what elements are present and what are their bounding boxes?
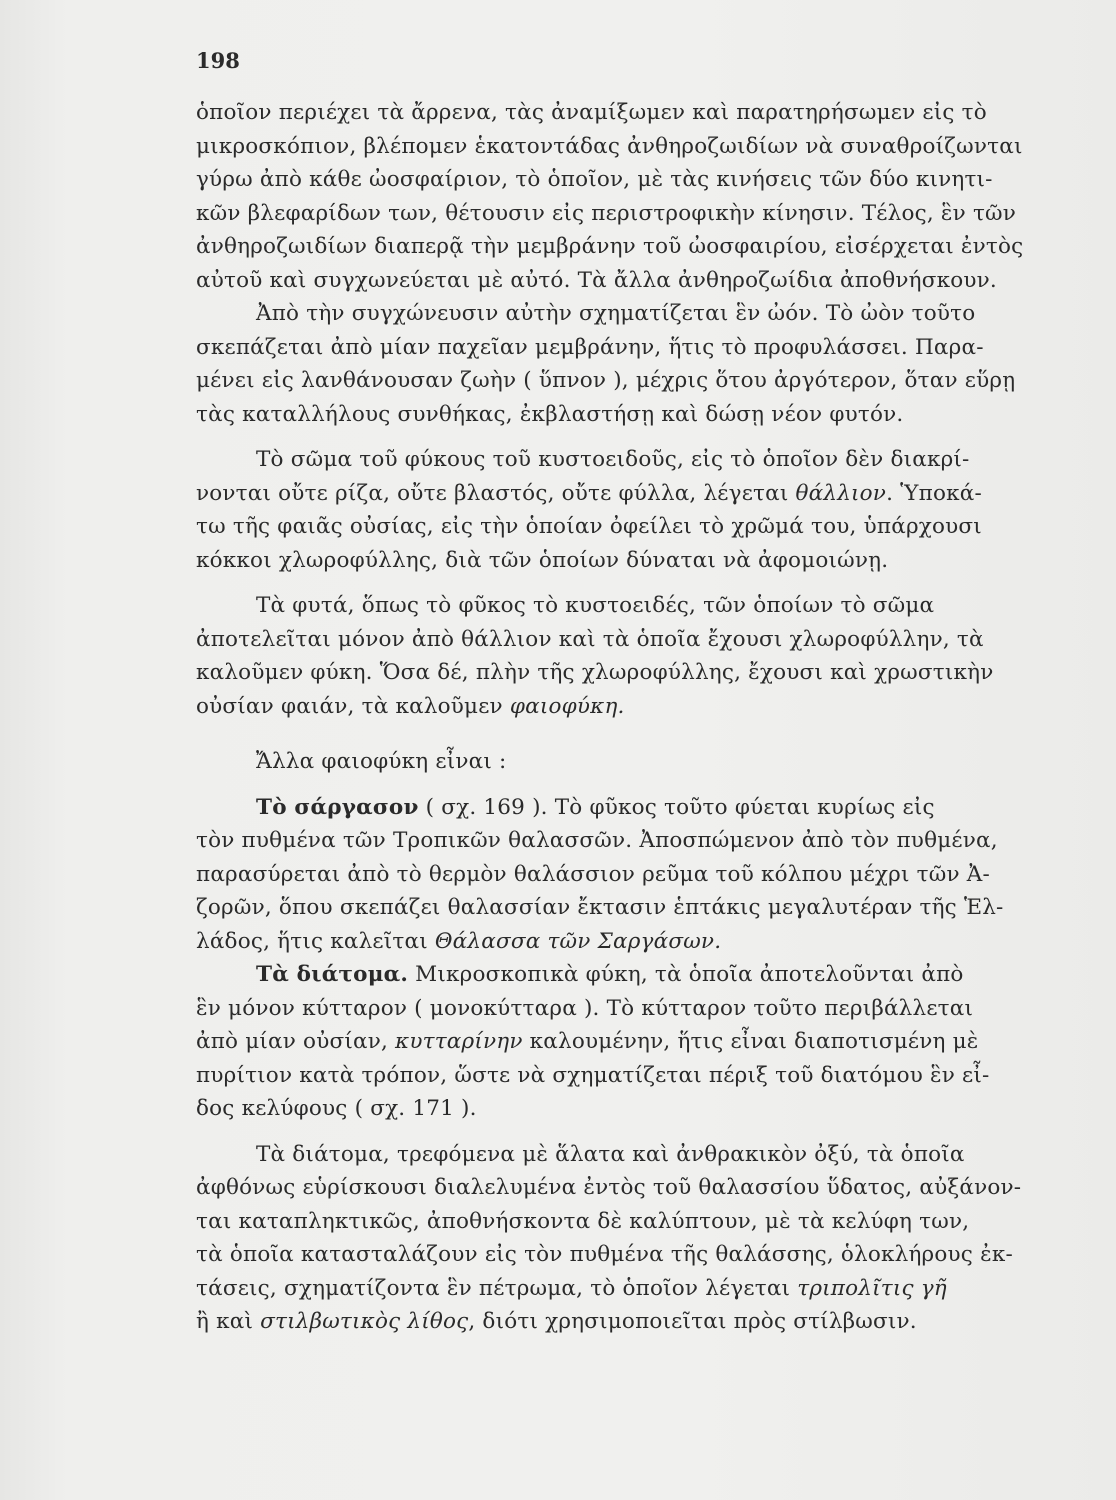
text-line: Τὰ διάτομα, τρεφόμενα μὲ ἅλατα καὶ ἀνθρακικὸν ὀξύ, τὰ ὁποῖα (256, 1141, 965, 1167)
text-line: ἓν μόνον κύτταρον ( μονοκύτταρα ). Τὸ κύτταρον τοῦτο περιβάλλεται (196, 995, 974, 1021)
text-line: παρασύρεται ἀπὸ τὸ θερμὸν θαλάσσιον ρεῦμα τοῦ κόλπου μέχρι τῶν Ἀ- (196, 861, 990, 887)
paragraph-gap (196, 723, 1056, 745)
text-line: κόκκοι χλωροφύλλης, διὰ τῶν ὁποίων δύναται νὰ ἀφομοιώνῃ. (196, 547, 889, 573)
text-line: τὰ ὁποῖα κατασταλάζουν εἰς τὸν πυθμένα τῆς θαλάσσης, ὁλοκλήρους ἐκ- (196, 1242, 1013, 1267)
text-line: ἀποτελεῖται μόνον ἀπὸ θάλλιον καὶ τὰ ὁποῖα ἔχουσι χλωροφύλλην, τὰ (196, 626, 984, 652)
page-number: 198 (196, 48, 240, 73)
text-run: καλουμένην, ἥτις εἶναι διαποτισμένη μὲ (522, 1029, 979, 1054)
text-run: λάδος, ἥτις καλεῖται (196, 928, 435, 954)
text-run: . Ὑποκά- (886, 480, 982, 506)
paragraph-diatom-deposits (196, 1138, 1056, 1339)
text-line: τω τῆς φαιᾶς οὐσίας, εἰς τὴν ὁποίαν ὀφείλει τὸ χρῶμά του, ὑπάρχουσι (196, 514, 982, 539)
paragraph-egg (196, 297, 1056, 431)
text-run: νονται οὔτε ρίζα, οὔτε βλαστός, οὔτε φύλλα, λέγεται (196, 480, 796, 506)
text-line (196, 1025, 1056, 1059)
text-line (196, 690, 1056, 724)
text-line: δος κελύφους ( σχ. 171 ). (196, 1096, 477, 1121)
paragraph-gap (196, 1126, 1056, 1138)
text-run: οὐσίαν φαιάν, τὰ καλοῦμεν (196, 693, 510, 719)
text-line: αὐτοῦ καὶ συγχωνεύεται μὲ αὐτό. Τὰ ἄλλα ἀνθηροζωίδια ἀποθνήσκουν. (196, 267, 997, 293)
term-phaeophyta: φαιοφύκη. (509, 693, 625, 719)
body-text (196, 96, 1056, 1339)
text-line: ἀφθόνως εὑρίσκουσι διαλελυμένα ἐντὸς τοῦ θαλασσίου ὕδατος, αὐξάνον- (196, 1175, 1022, 1200)
text-line (196, 477, 1056, 511)
term-thallion: θάλλιον (795, 480, 887, 506)
text-line: μικροσκόπιον, βλέπομεν ἑκατοντάδας ἀνθηροζωιδίων νὰ συναθροίζωνται (196, 133, 1023, 159)
text-run: ἢ καὶ (196, 1309, 261, 1334)
text-line (196, 1305, 1056, 1339)
text-line: γύρω ἀπὸ κάθε ὠοσφαίριον, τὸ ὁποῖον, μὲ τὰς κινήσεις τῶν δύο κινητι- (196, 167, 993, 192)
text-line: ἀνθηροζωιδίων διαπερᾷ τὴν μεμβράνην τοῦ ὠοσφαιρίου, εἰσέρχεται ἐντὸς (196, 234, 1024, 259)
term-sargasso-sea: Θάλασσα τῶν Σαργάσων. (434, 928, 722, 954)
paragraph-gap (196, 779, 1056, 791)
text-line: ζορῶν, ὅπου σκεπάζει θαλασσίαν ἔκτασιν ἑπτάκις μεγαλυτέραν τῆς Ἑλ- (196, 895, 1004, 920)
paragraph-other-brown-algae (196, 745, 1056, 779)
paragraph-algae (196, 589, 1056, 723)
paragraph-gap (196, 431, 1056, 443)
text-line (196, 958, 1056, 992)
text-run: , διότι χρησιμοποιεῖται πρὸς στίλβωσιν. (468, 1309, 917, 1334)
paragraph-gap (196, 577, 1056, 589)
text-line: ὁποῖον περιέχει τὰ ἄρρενα, τὰς ἀναμίξωμεν καὶ παρατηρήσωμεν εἰς τὸ (196, 100, 987, 125)
text-line: μένει εἰς λανθάνουσαν ζωὴν ( ὕπνον ), μέχρις ὅτου ἀργότερον, ὅταν εὕρῃ (196, 368, 1016, 393)
heading-sargassum: Τὸ σάργασον (256, 794, 419, 820)
text-line (196, 925, 1056, 959)
term-polishing-stone: στιλβωτικὸς λίθος (260, 1309, 469, 1334)
paragraph-sargassum (196, 791, 1056, 959)
text-run: τάσεις, σχηματίζοντα ἓν πέτρωμα, τὸ ὁποῖον λέγεται (196, 1275, 798, 1301)
text-line: σκεπάζεται ἀπὸ μίαν παχεῖαν μεμβράνην, ἥτις τὸ προφυλάσσει. Παρα- (196, 334, 984, 360)
text-run: Μικροσκοπικὰ φύκη, τὰ ὁποῖα ἀποτελοῦνται ἀπὸ (408, 962, 964, 987)
paragraph-thallus (196, 443, 1056, 577)
text-line: τὰς καταλλήλους συνθήκας, ἐκβλαστήσῃ καὶ δώσῃ νέον φυτόν. (196, 401, 904, 427)
text-line: Ἄλλα φαιοφύκη εἶναι : (256, 749, 507, 774)
text-line: Τὸ σῶμα τοῦ φύκους τοῦ κυστοειδοῦς, εἰς τὸ ὁποῖον δὲν διακρί- (256, 447, 970, 472)
text-line: Ἀπὸ τὴν συγχώνευσιν αὐτὴν σχηματίζεται ἓν ὠόν. Τὸ ὠὸν τοῦτο (256, 301, 976, 326)
text-line: καλοῦμεν φύκη. Ὅσα δέ, πλὴν τῆς χλωροφύλλης, ἔχουσι καὶ χρωστικὴν (196, 660, 994, 685)
term-cellulose: κυτταρίνην (395, 1029, 523, 1054)
text-line: πυρίτιον κατὰ τρόπον, ὥστε νὰ σχηματίζεται πέριξ τοῦ διατόμου ἓν εἶ- (196, 1062, 990, 1088)
text-line: Τὰ φυτά, ὅπως τὸ φῦκος τὸ κυστοειδές, τῶν ὁποίων τὸ σῶμα (256, 593, 935, 618)
text-line (196, 1272, 1056, 1306)
text-run: ( σχ. 169 ). Τὸ φῦκος τοῦτο φύεται κυρίως εἰς (418, 794, 935, 820)
term-tripolite: τριπολῖτις γῆ (797, 1275, 947, 1301)
paragraph-diatoms (196, 958, 1056, 1126)
paragraph-fertilization (196, 96, 1056, 297)
heading-diatoms: Τὰ διάτομα. (256, 962, 409, 987)
text-run: ἀπὸ μίαν οὐσίαν, (196, 1029, 396, 1054)
text-line: ται καταπληκτικῶς, ἀποθνήσκοντα δὲ καλύπτουν, μὲ τὰ κελύφη των, (196, 1208, 970, 1234)
text-line (196, 791, 1056, 825)
text-line: κῶν βλεφαρίδων των, θέτουσιν εἰς περιστροφικὴν κίνησιν. Τέλος, ἓν τῶν (196, 200, 1017, 226)
text-line: τὸν πυθμένα τῶν Τροπικῶν θαλασσῶν. Ἀποσπώμενον ἀπὸ τὸν πυθμένα, (196, 828, 998, 853)
